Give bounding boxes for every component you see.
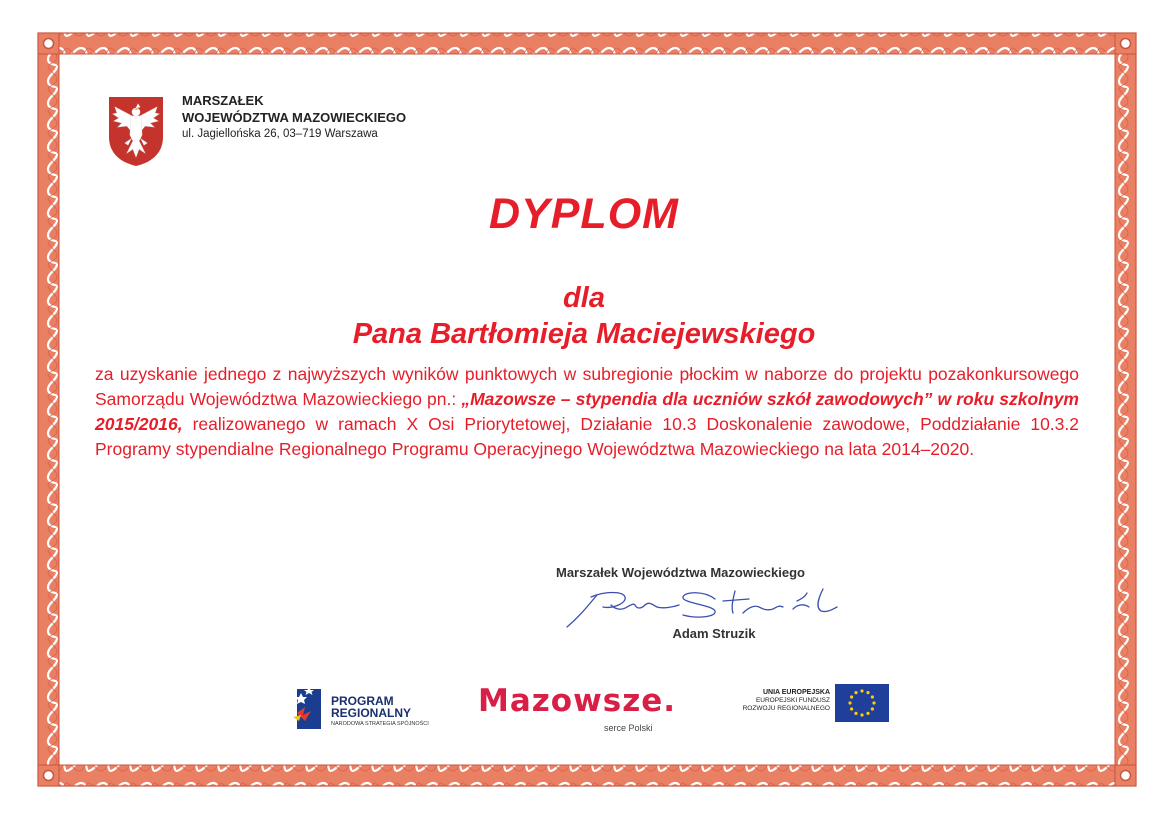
mazowsze-tagline: serce Polski <box>604 723 653 733</box>
header-address: ul. Jagiellońska 26, 03–719 Warszawa <box>182 128 378 140</box>
coat-of-arms-icon <box>107 95 165 167</box>
eu-flag-icon <box>835 684 889 722</box>
eu-star-icon <box>850 695 853 698</box>
eu-star-icon <box>860 713 863 716</box>
eu-star-icon <box>871 707 874 710</box>
for-word: dla <box>563 282 605 314</box>
eu-logo-line-1: UNIA EUROPEJSKA <box>762 689 830 696</box>
program-regionalny-icon <box>291 685 327 729</box>
eu-star-icon <box>872 701 875 704</box>
signatory-name: Adam Struzik <box>672 626 756 641</box>
eu-star-icon <box>866 712 869 715</box>
signatory-title: Marszałek Województwa Mazowieckiego <box>556 565 805 580</box>
eu-star-icon <box>854 691 857 694</box>
diploma-body-text <box>95 362 1079 462</box>
eu-logo-line-2: EUROPEJSKI FUNDUSZ <box>755 697 830 704</box>
eu-star-icon <box>850 707 853 710</box>
eu-logo-line-3: ROZWOJU REGIONALNEGO <box>742 705 830 712</box>
diploma-title: DYPLOM <box>489 190 679 238</box>
program-logo-line-1: PROGRAM <box>331 694 394 708</box>
body-text-part-1: za uzyskanie jednego z najwyższych wyników punktowych w subregionie płockim w naborze do projektu pozakonkursowego Samorządu Województwa Mazowieckiego pn.: <box>95 364 1079 409</box>
eu-star-icon <box>848 701 851 704</box>
program-logo-line-3: NARODOWA STRATEGIA SPÓJNOŚCI <box>331 721 429 727</box>
eu-star-icon <box>866 691 869 694</box>
project-name: „Mazowsze – stypendia dla uczniów szkół zawodowych” w roku szkolnym 2015/2016, <box>95 389 1079 434</box>
eu-star-icon <box>871 695 874 698</box>
body-text-part-2: realizowanego w ramach X Osi Priorytetowej, Działanie 10.3 Doskonalenie zawodowe, Poddziałanie 10.3.2 Programy stypendialne Regionalnego Programu Operacyjnego Województwa Mazowieckiego na lata 2014–2020. <box>95 414 1079 459</box>
mazowsze-wordmark: Mazowsze. <box>478 683 677 719</box>
header-line-2: WOJEWÓDZTWA MAZOWIECKIEGO <box>182 110 407 125</box>
program-logo-line-2: REGIONALNY <box>331 706 412 720</box>
eu-star-icon <box>854 712 857 715</box>
eu-star-icon <box>860 689 863 692</box>
header-line-1: MARSZAŁEK <box>182 93 264 108</box>
recipient-name: Pana Bartłomieja Maciejewskiego <box>352 318 816 350</box>
handwritten-signature <box>565 583 895 631</box>
